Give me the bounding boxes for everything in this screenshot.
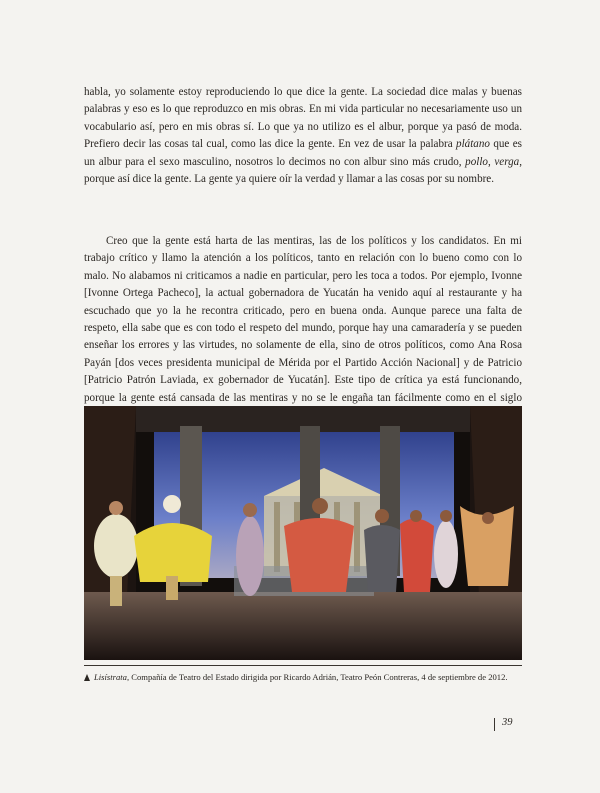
italic-term: pollo [465,155,488,168]
stage-photo [84,406,522,660]
text-run: habla, yo solamente estoy reproduciendo lo que dice la gente. La sociedad dice malas y buenas palabras y eso es lo que reproduzco en mis obras. En mi vida particular no necesariamente uso un vocabulario así, pero en mis obras sí. Lo que ya no utilizo es el albur, porque ya pasó de moda. Prefiero decir las cosas tal cual, como las dice la gente. En vez de usar la palabra [84,86,522,151]
page-number: 39 [502,717,513,728]
caption-title: Lisístrata [94,672,127,682]
caption-rule [84,665,522,666]
triangle-up-icon [84,674,90,681]
stage-photo-illustration [84,406,522,660]
folio-divider [494,718,495,731]
caption-text: , Compañía de Teatro del Estado dirigida por Ricardo Adrián, Teatro Peón Contreras, 4 de septiembre de 2012. [126,672,508,682]
text-run: , [487,155,495,168]
body-paragraph-2: Creo que la gente está harta de las mentiras, las de los políticos y los candidatos. En mi trabajo crítico y llamo la atención a los políticos, tanto en relación con lo bueno como con lo malo. No alabamos ni criticamos a nadie en particular, pero les toca a todos. Por ejemplo, Ivonne [Ivonne Ortega Pacheco], la actual gobernadora de Yucatán ha venido aquí al restaurante y ha escuchado que yo la he recontra criticado, pero en buena onda. Aunque parece una falta de respeto, ella sabe que es con todo el respeto del mundo, porque hay una camaradería y se pueden enseñar los errores y las virtudes, no solamente de ella, sino de otros políticos, como Ana Rosa Payán [dos veces presidenta municipal de Mérida por el Partido Acción Nacional] y de Patricio [Patricio Patrón Laviada, ex gobernador de Yucatán]. Este tipo de crítica ya está funcionando, porque la gente está cansada de las mentiras y no se le engaña tan fácilmente como en el siglo [84,235,522,404]
text-run: que es un albur para el sexo masculino, nosotros lo decimos no con albur sino más crudo, [84,138,523,168]
italic-term: plátano [456,138,490,151]
photo-caption [84,671,544,683]
body-paragraph-1 [84,84,522,188]
italic-term: verga [494,155,520,168]
text-run: , porque así dice la gente. La gente ya quiere oír la verdad y llamar a las cosas por su nombre. [84,155,522,186]
